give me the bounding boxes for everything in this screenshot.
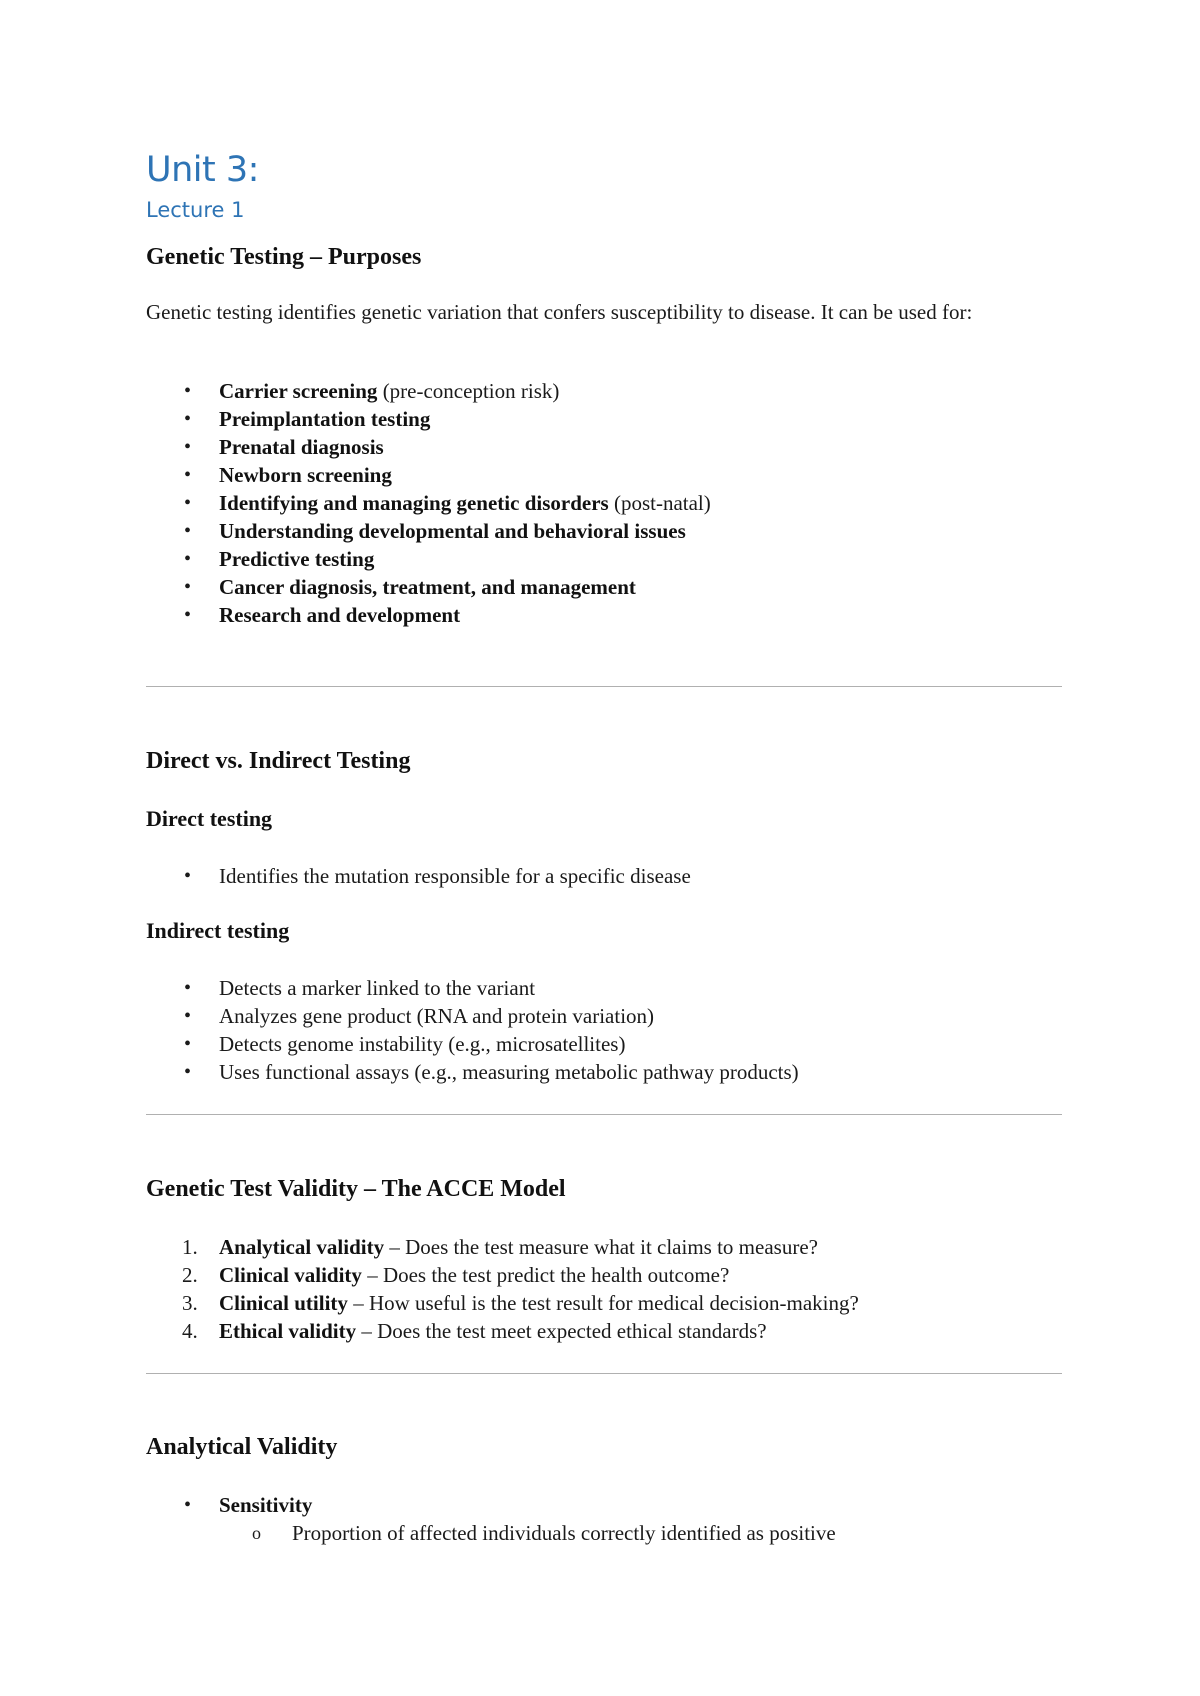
section-divider <box>146 1114 1062 1115</box>
list-item: • Uses functional assays (e.g., measuring metabolic pathway products) <box>184 1060 799 1084</box>
indirect-testing-list <box>146 974 1062 1086</box>
purposes-heading: Genetic Testing – Purposes <box>146 244 422 270</box>
list-item: • Prenatal diagnosis <box>184 435 384 459</box>
list-item: • Detects genome instability (e.g., microsatellites) <box>184 1032 626 1056</box>
lecture-subtitle: Lecture 1 <box>146 198 245 222</box>
list-item: 2. Clinical validity – Does the test predict the health outcome? <box>182 1263 730 1287</box>
bullet-icon: • <box>184 1005 192 1027</box>
list-item: • Sensitivity <box>184 1493 313 1517</box>
bullet-icon: • <box>184 380 192 402</box>
list-item: 1. Analytical validity – Does the test measure what it claims to measure? <box>182 1235 818 1259</box>
analytical-validity-heading: Analytical Validity <box>146 1434 338 1460</box>
analytical-validity-list <box>146 1491 1062 1519</box>
list-item: o Proportion of affected individuals correctly identified as positive <box>252 1521 836 1545</box>
list-item: • Identifies the mutation responsible for a specific disease <box>184 864 691 888</box>
bullet-icon: • <box>184 1061 192 1083</box>
bullet-icon: • <box>184 576 192 598</box>
acce-list <box>146 1233 1062 1345</box>
bullet-icon: • <box>184 464 192 486</box>
indirect-testing-heading: Indirect testing <box>146 918 290 943</box>
bullet-icon: • <box>184 408 192 430</box>
item-number: 1. <box>182 1235 198 1259</box>
list-item: • Carrier screening (pre-conception risk) <box>184 379 560 403</box>
sub-bullet-icon: o <box>252 1523 261 1543</box>
list-item: 4. Ethical validity – Does the test meet expected ethical standards? <box>182 1319 767 1343</box>
direct-testing-list <box>146 862 1062 890</box>
bullet-icon: • <box>184 548 192 570</box>
bullet-icon: • <box>184 492 192 514</box>
section-divider <box>146 1373 1062 1374</box>
item-number: 3. <box>182 1291 198 1315</box>
unit-title: Unit 3: <box>146 150 259 190</box>
list-item: • Detects a marker linked to the variant <box>184 976 536 1000</box>
bullet-icon: • <box>184 977 192 999</box>
list-item: • Newborn screening <box>184 463 392 487</box>
bullet-icon: • <box>184 436 192 458</box>
purposes-list <box>146 377 1062 629</box>
list-item: • Understanding developmental and behavioral issues <box>184 519 686 543</box>
purposes-intro: Genetic testing identifies genetic variation that confers susceptibility to disease. It can be used for: <box>146 300 973 324</box>
list-item: • Cancer diagnosis, treatment, and management <box>184 575 636 599</box>
bullet-icon: • <box>184 1033 192 1055</box>
bullet-icon: • <box>184 865 192 887</box>
item-number: 2. <box>182 1263 198 1287</box>
bullet-icon: • <box>184 1494 192 1516</box>
list-item: • Preimplantation testing <box>184 407 431 431</box>
bullet-icon: • <box>184 520 192 542</box>
item-number: 4. <box>182 1319 198 1343</box>
section-divider <box>146 686 1062 687</box>
list-item: • Predictive testing <box>184 547 375 571</box>
list-item: 3. Clinical utility – How useful is the test result for medical decision-making? <box>182 1291 859 1315</box>
direct-testing-heading: Direct testing <box>146 806 273 831</box>
sensitivity-sublist <box>146 1519 836 1547</box>
bullet-icon: • <box>184 604 192 626</box>
list-item: • Analyzes gene product (RNA and protein variation) <box>184 1004 655 1028</box>
acce-heading: Genetic Test Validity – The ACCE Model <box>146 1176 566 1202</box>
direct-indirect-heading: Direct vs. Indirect Testing <box>146 748 411 774</box>
list-item: • Identifying and managing genetic disorders (post-natal) <box>184 491 711 515</box>
list-item: • Research and development <box>184 603 461 627</box>
